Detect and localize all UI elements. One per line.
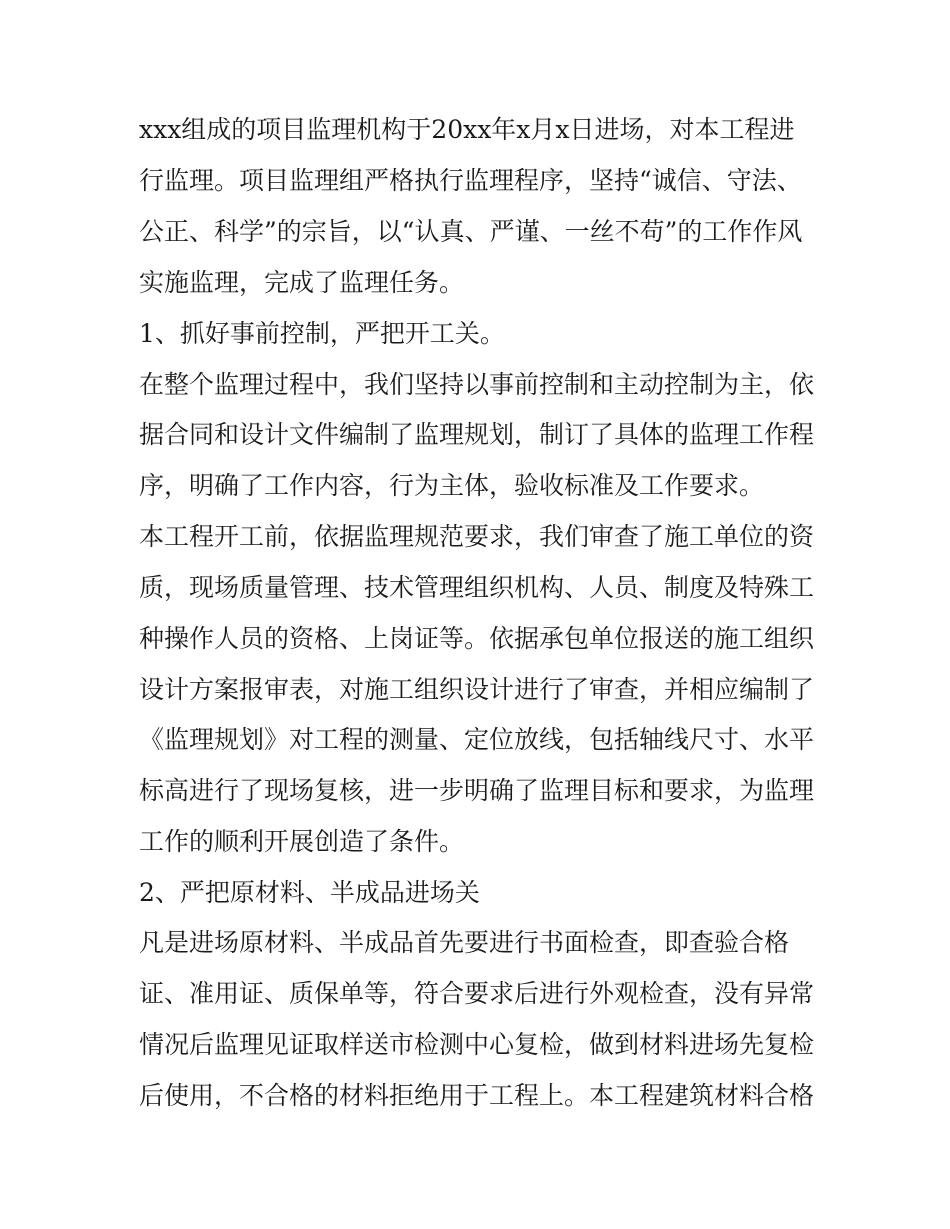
text-line: 情况后监理见证取样送市检测中心复检，做到材料进场先复检 xyxy=(139,1030,815,1059)
text-line: 种操作人员的资格、上岗证等。依据承包单位报送的施工组织 xyxy=(139,624,815,653)
text-line: 标高进行了现场复核，进一步明确了监理目标和要求，为监理 xyxy=(139,776,815,805)
text-line: 实施监理，完成了监理任务。 xyxy=(139,268,465,297)
text-line: 据合同和设计文件编制了监理规划，制订了具体的监理工作程 xyxy=(139,420,815,449)
text-line: 设计方案报审表，对施工组织设计进行了审查，并相应编制了 xyxy=(139,675,815,704)
text-line: 行监理。项目监理组严格执行监理程序，坚持“诚信、守法、 xyxy=(139,166,802,195)
text-line: 质，现场质量管理、技术管理组织机构、人员、制度及特殊工 xyxy=(139,573,815,602)
text-line: 凡是进场原材料、半成品首先要进行书面检查，即查验合格 xyxy=(139,928,790,957)
text-line: 序，明确了工作内容，行为主体，验收标准及工作要求。 xyxy=(139,471,765,500)
section-heading: 1、抓好事前控制，严把开工关。 xyxy=(139,319,505,348)
text-line: 证、准用证、质保单等，符合要求后进行外观检查，没有异常 xyxy=(139,979,815,1008)
text-line: 本工程开工前，依据监理规范要求，我们审查了施工单位的资 xyxy=(139,522,815,551)
text-line: 《监理规划》对工程的测量、定位放线，包括轴线尺寸、水平 xyxy=(139,725,815,754)
text-line: 后使用，不合格的材料拒绝用于工程上。本工程建筑材料合格 xyxy=(139,1081,815,1110)
section-heading: 2、严把原材料、半成品进场关 xyxy=(139,878,480,907)
text-line: 公正、科学”的宗旨，以“认真、严谨、一丝不苟”的工作作风 xyxy=(139,217,803,246)
text-line: xxx组成的项目监理机构于20xx年x月x日进场，对本工程进 xyxy=(139,115,795,144)
text-line: 工作的顺利开展创造了条件。 xyxy=(139,827,465,856)
text-line: 在整个监理过程中，我们坚持以事前控制和主动控制为主，依 xyxy=(139,370,815,399)
